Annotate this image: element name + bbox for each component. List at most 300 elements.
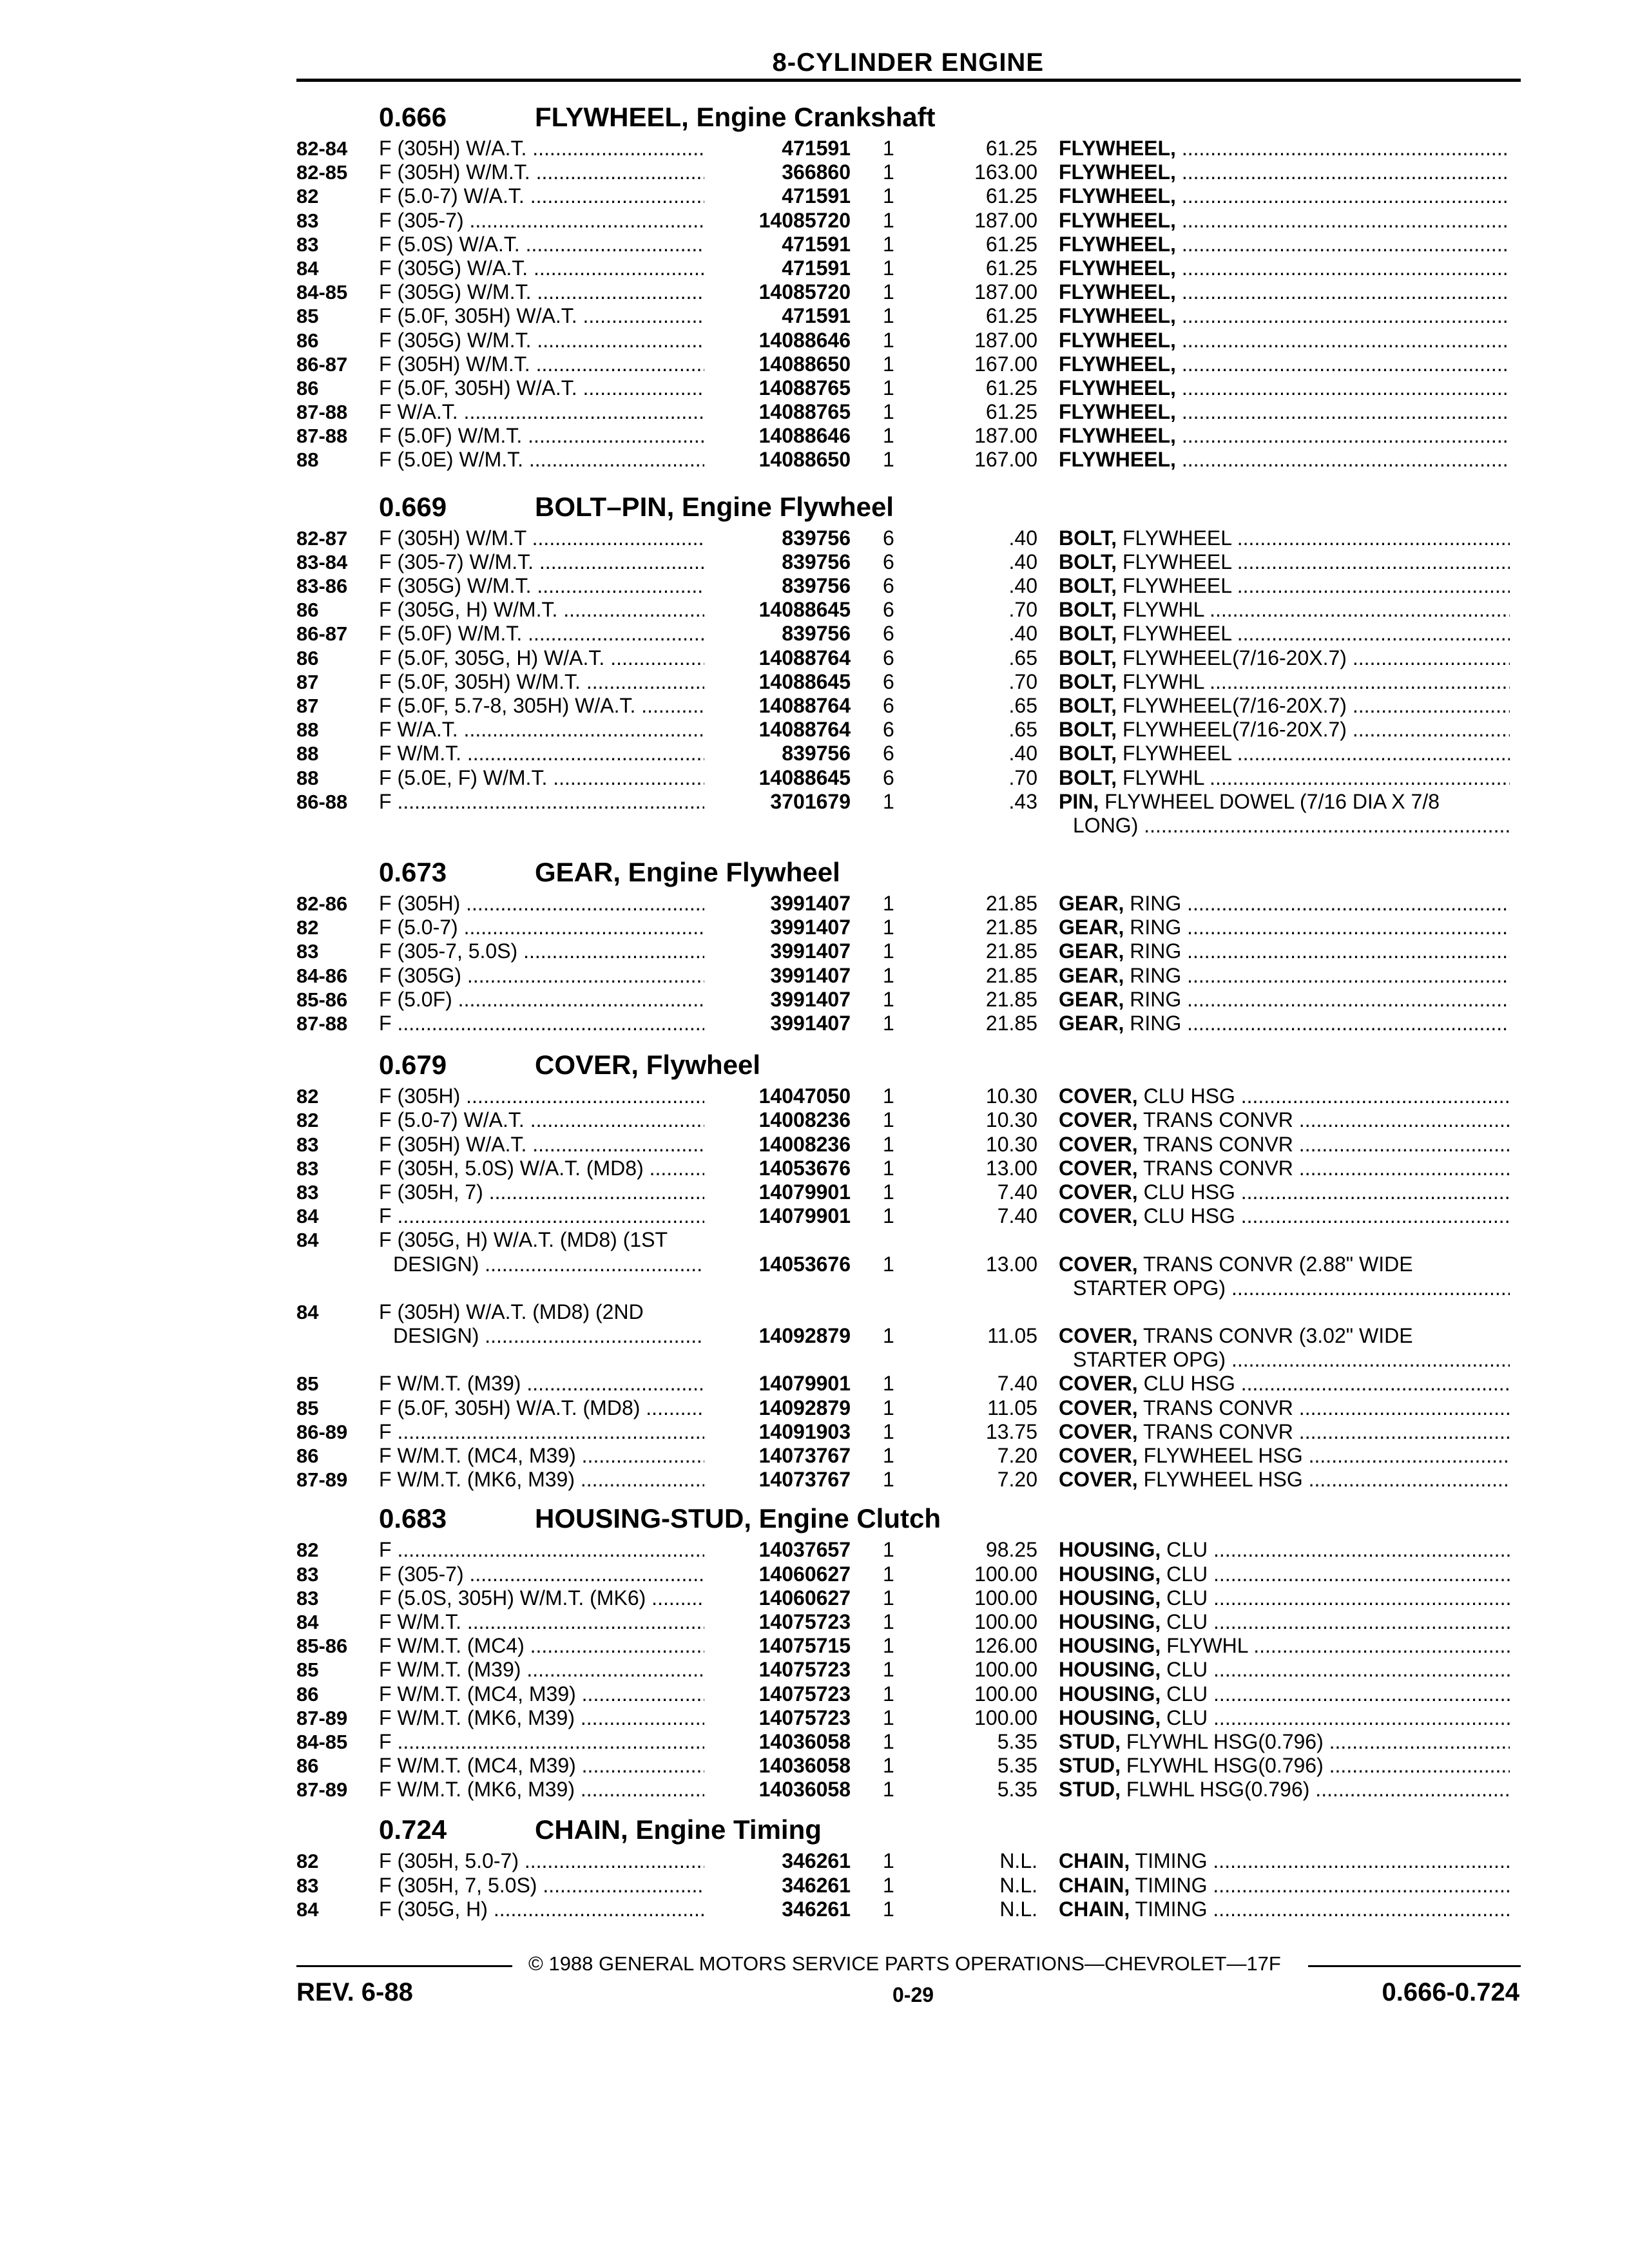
part-name-keyword: GEAR, — [1059, 892, 1124, 916]
price: .40 — [1008, 622, 1037, 646]
part-name — [1059, 598, 1510, 622]
quantity: 1 — [883, 1156, 894, 1180]
price: 5.35 — [997, 1778, 1037, 1802]
model-year: 82 — [296, 185, 319, 208]
quantity: 1 — [883, 1682, 894, 1706]
part-name-keyword: GEAR, — [1059, 987, 1124, 1011]
quantity: 1 — [883, 448, 894, 472]
model-year: 82-86 — [296, 892, 348, 916]
part-name-keyword: STUD, — [1059, 1754, 1121, 1778]
application-desc-cont: DESIGN) ..... — [379, 1324, 704, 1348]
application-desc: F W/M.T. (MC4, M39) ..... — [379, 1682, 704, 1706]
part-name-keyword: COVER, — [1059, 1252, 1138, 1276]
part-number: 14075723 — [758, 1682, 851, 1706]
part-name-keyword: HOUSING, — [1059, 1586, 1161, 1610]
quantity: 1 — [883, 1706, 894, 1729]
model-year: 82 — [296, 1539, 319, 1562]
part-number: 14088765 — [758, 376, 851, 399]
part-name — [1059, 1133, 1510, 1157]
application-desc: F (305H) W/M.T ..... — [379, 526, 704, 550]
application-desc: F W/M.T. ..... — [379, 1610, 704, 1634]
application-desc: F (305H) W/M.T. ..... — [379, 160, 704, 184]
part-name — [1059, 1634, 1510, 1658]
part-name-keyword: COVER, — [1059, 1156, 1138, 1180]
quantity: 1 — [883, 1634, 894, 1658]
part-row — [296, 766, 1521, 790]
price: 187.00 — [974, 424, 1037, 448]
model-year: 82 — [296, 1085, 319, 1108]
quantity: 1 — [883, 1849, 894, 1873]
part-name — [1059, 1180, 1510, 1204]
application-desc: F (305H) W/A.T. ..... — [379, 1133, 704, 1157]
part-number: 14088645 — [758, 669, 851, 693]
part-name-detail: FLYWHEEL DOWEL (7/16 DIA X 7/8 — [1099, 789, 1440, 813]
part-name — [1059, 790, 1510, 814]
part-name — [1059, 766, 1510, 790]
application-desc: F W/M.T. (M39) ..... — [379, 1658, 704, 1682]
part-name — [1059, 1157, 1510, 1180]
part-name — [1059, 1586, 1510, 1610]
part-name-keyword: HOUSING, — [1059, 1706, 1161, 1729]
model-year: 88 — [296, 766, 319, 789]
part-name-detail: FLYWHEEL HSG — [1137, 1468, 1303, 1492]
quantity: 6 — [883, 574, 894, 597]
part-name — [1059, 916, 1510, 939]
quantity: 1 — [883, 1658, 894, 1682]
model-year: 82-87 — [296, 526, 348, 550]
model-year: 84 — [296, 1898, 319, 1921]
page-header — [296, 48, 1521, 82]
part-row — [296, 1012, 1521, 1035]
part-name-keyword: FLYWHEEL, — [1059, 328, 1176, 352]
application-desc: F (305G, H) ..... — [379, 1898, 704, 1921]
price: 100.00 — [974, 1562, 1037, 1586]
part-name-keyword: CHAIN, — [1059, 1873, 1130, 1897]
part-name — [1059, 622, 1510, 646]
application-desc: F W/A.T. ..... — [379, 718, 704, 742]
model-year: 86 — [296, 376, 319, 399]
model-year: 84 — [296, 1610, 319, 1633]
part-name-keyword: FLYWHEEL, — [1059, 304, 1176, 328]
price: .65 — [1008, 718, 1037, 742]
part-name-keyword: PIN, — [1059, 789, 1099, 813]
part-number: 14075723 — [758, 1658, 851, 1682]
part-number: 839756 — [782, 622, 851, 646]
application-desc: F (305H) ..... — [379, 1084, 704, 1108]
part-name-keyword: FLYWHEEL, — [1059, 256, 1176, 280]
model-year: 83 — [296, 1133, 319, 1156]
part-name-keyword: BOLT, — [1059, 693, 1117, 717]
quantity: 1 — [883, 1729, 894, 1753]
part-row — [296, 916, 1521, 939]
section-number: 0.673 — [379, 857, 447, 888]
part-name-detail: RING — [1124, 963, 1182, 987]
application-desc: F (5.0-7) W/A.T. ..... — [379, 184, 704, 208]
part-row — [296, 1228, 1521, 1252]
application-desc: F (5.0F) ..... — [379, 988, 704, 1012]
part-name-keyword: STUD, — [1059, 1778, 1121, 1802]
quantity: 1 — [883, 916, 894, 939]
part-number: 14036058 — [758, 1754, 851, 1778]
part-number: 14053676 — [758, 1252, 851, 1276]
part-name-keyword: BOLT, — [1059, 765, 1117, 789]
model-year: 82-85 — [296, 161, 348, 184]
part-name — [1059, 964, 1510, 988]
part-name-keyword: HOUSING, — [1059, 1610, 1161, 1633]
part-row — [296, 598, 1521, 622]
section-header — [296, 97, 1521, 137]
part-row — [296, 280, 1521, 304]
part-name-keyword: BOLT, — [1059, 598, 1117, 622]
quantity: 1 — [883, 1396, 894, 1419]
quantity: 1 — [883, 304, 894, 328]
application-desc: F (305H, 5.0S) W/A.T. (MD8) ..... — [379, 1157, 704, 1180]
part-name — [1059, 184, 1510, 208]
application-desc: F (5.0E, F) W/M.T. ..... — [379, 766, 704, 790]
part-name-detail: FLYWHL — [1161, 1634, 1248, 1658]
part-number: 14075715 — [758, 1634, 851, 1658]
part-name-keyword: COVER, — [1059, 1204, 1138, 1228]
part-name-detail: FLYWHEEL — [1117, 574, 1231, 597]
model-year: 83 — [296, 233, 319, 256]
part-name-detail: TIMING — [1130, 1873, 1208, 1897]
part-name-keyword: COVER, — [1059, 1419, 1138, 1443]
application-desc: F W/M.T. (M39) ..... — [379, 1372, 704, 1396]
section-header — [296, 852, 1521, 892]
model-year: 87-88 — [296, 1012, 348, 1035]
part-row — [296, 1084, 1521, 1108]
part-name — [1059, 1420, 1510, 1444]
part-number: 14088650 — [758, 352, 851, 376]
part-name-detail: RING — [1124, 939, 1182, 963]
part-row-continued — [296, 1276, 1521, 1300]
part-number: 3991407 — [770, 1012, 851, 1035]
part-name-detail: FLYWHL HSG(0.796) — [1121, 1754, 1324, 1778]
part-name-keyword: CHAIN, — [1059, 1897, 1130, 1921]
part-name-keyword: FLYWHEEL, — [1059, 208, 1176, 232]
model-year: 85 — [296, 1658, 319, 1682]
section-header — [296, 1498, 1521, 1538]
part-name-cont: STARTER OPG) ..... — [1059, 1276, 1510, 1300]
footer-rule-left — [296, 1965, 512, 1967]
price: 21.85 — [985, 987, 1037, 1011]
part-name-keyword: FLYWHEEL, — [1059, 352, 1176, 376]
part-name-detail: FLYWHL HSG(0.796) — [1121, 1729, 1324, 1753]
part-number: 471591 — [782, 256, 851, 280]
part-row — [296, 670, 1521, 694]
part-row — [296, 1898, 1521, 1921]
model-year: 87-88 — [296, 425, 348, 448]
part-name-keyword: BOLT, — [1059, 574, 1117, 597]
quantity: 1 — [883, 1754, 894, 1778]
application-desc: F ..... — [379, 1012, 704, 1035]
part-name-detail: TRANS CONVR (3.02" WIDE — [1137, 1324, 1413, 1348]
model-year: 88 — [296, 718, 319, 742]
price: 11.05 — [987, 1396, 1037, 1419]
part-name-keyword: GEAR, — [1059, 1012, 1124, 1035]
part-number: 14091903 — [758, 1419, 851, 1443]
price: N.L. — [999, 1873, 1037, 1897]
revision-label: REV. 6-88 — [296, 1978, 413, 2006]
part-number: 14088645 — [758, 765, 851, 789]
part-number: 14037657 — [758, 1538, 851, 1562]
part-name — [1059, 137, 1510, 160]
part-name — [1059, 1562, 1510, 1586]
part-name — [1059, 1658, 1510, 1682]
part-name — [1059, 1204, 1510, 1228]
part-name-detail: TIMING — [1130, 1897, 1208, 1921]
part-name-keyword: STUD, — [1059, 1729, 1121, 1753]
part-name-detail: CLU HSG — [1137, 1180, 1235, 1204]
model-year: 82 — [296, 1109, 319, 1132]
part-name — [1059, 1253, 1510, 1276]
part-name — [1059, 448, 1510, 472]
part-name-detail: TRANS CONVR — [1137, 1419, 1293, 1443]
section-title: HOUSING-STUD, Engine Clutch — [535, 1503, 941, 1534]
part-name — [1059, 1682, 1510, 1706]
part-name-detail: TRANS CONVR — [1137, 1132, 1293, 1156]
catalog-section — [296, 486, 1521, 838]
application-desc: F (305H, 5.0-7) ..... — [379, 1849, 704, 1873]
part-name — [1059, 1538, 1510, 1562]
section-header — [296, 1809, 1521, 1849]
part-name-detail: FLYWHEEL(7/16-20X.7) — [1117, 693, 1347, 717]
part-name — [1059, 574, 1510, 598]
application-desc: F (5.0F, 305H) W/A.T. ..... — [379, 304, 704, 328]
price: 61.25 — [985, 256, 1037, 280]
application-desc: F W/A.T. ..... — [379, 400, 704, 424]
application-desc: F (5.0-7) W/A.T. ..... — [379, 1108, 704, 1132]
quantity: 1 — [883, 1204, 894, 1228]
part-name-keyword: COVER, — [1059, 1468, 1138, 1492]
part-name-keyword: FLYWHEEL, — [1059, 448, 1176, 472]
application-desc: F (5.0F, 305H) W/M.T. ..... — [379, 670, 704, 694]
part-number: 3991407 — [770, 892, 851, 916]
part-name — [1059, 939, 1510, 963]
quantity: 1 — [883, 1586, 894, 1610]
model-year: 85-86 — [296, 988, 348, 1011]
application-desc: F (305G, H) W/M.T. ..... — [379, 598, 704, 622]
quantity: 1 — [883, 1180, 894, 1204]
price: 187.00 — [974, 208, 1037, 232]
part-number: 839756 — [782, 550, 851, 573]
model-year: 83 — [296, 209, 319, 232]
application-desc: F (305H) ..... — [379, 892, 704, 916]
catalog-section — [296, 97, 1521, 472]
section-title: FLYWHEEL, Engine Crankshaft — [535, 102, 936, 132]
part-number: 14088764 — [758, 646, 851, 669]
part-row — [296, 1634, 1521, 1658]
application-desc: F W/M.T. (MC4, M39) ..... — [379, 1754, 704, 1778]
quantity: 6 — [883, 718, 894, 742]
part-name-detail: FLYWHEEL — [1117, 742, 1231, 765]
section-header — [296, 486, 1521, 526]
part-row — [296, 892, 1521, 916]
part-row — [296, 622, 1521, 646]
part-name-detail: CLU — [1161, 1538, 1208, 1562]
quantity: 1 — [883, 1132, 894, 1156]
application-desc: F (305H) W/M.T. ..... — [379, 352, 704, 376]
quantity: 6 — [883, 742, 894, 765]
part-number: 14079901 — [758, 1180, 851, 1204]
part-name-cont: STARTER OPG) ..... — [1059, 1348, 1510, 1372]
price: 61.25 — [985, 376, 1037, 399]
price: 187.00 — [974, 328, 1037, 352]
section-header — [296, 1044, 1521, 1084]
price: .43 — [1008, 789, 1037, 813]
part-number: 14053676 — [758, 1156, 851, 1180]
part-name-keyword: COVER, — [1059, 1396, 1138, 1419]
model-year: 88 — [296, 742, 319, 765]
section-number: 0.666 — [379, 102, 447, 132]
application-desc: F (5.0F, 5.7-8, 305H) W/A.T. ..... — [379, 694, 704, 718]
part-name-keyword: HOUSING, — [1059, 1682, 1161, 1706]
part-number: 14088650 — [758, 448, 851, 472]
section-title: COVER, Flywheel — [535, 1050, 761, 1081]
quantity: 1 — [883, 1778, 894, 1802]
quantity: 6 — [883, 622, 894, 646]
part-row — [296, 1610, 1521, 1634]
part-name — [1059, 1754, 1510, 1778]
part-name-keyword: COVER, — [1059, 1372, 1138, 1396]
part-name-keyword: GEAR, — [1059, 963, 1124, 987]
price: 21.85 — [985, 1012, 1037, 1035]
part-name-detail: CLU HSG — [1137, 1372, 1235, 1396]
price: 61.25 — [985, 232, 1037, 256]
part-name-keyword: COVER, — [1059, 1108, 1138, 1132]
quantity: 6 — [883, 646, 894, 669]
application-desc: F (5.0F) W/M.T. ..... — [379, 424, 704, 448]
price: .70 — [1008, 765, 1037, 789]
model-year: 85 — [296, 305, 319, 328]
part-number: 346261 — [782, 1897, 851, 1921]
part-number: 14060627 — [758, 1586, 851, 1610]
price: 7.20 — [997, 1468, 1037, 1492]
part-number: 14073767 — [758, 1468, 851, 1492]
quantity: 1 — [883, 256, 894, 280]
part-row — [296, 209, 1521, 233]
price: 7.40 — [997, 1372, 1037, 1396]
part-row — [296, 1682, 1521, 1706]
part-name-detail: CLU — [1161, 1658, 1208, 1682]
part-name — [1059, 160, 1510, 184]
model-year: 86-87 — [296, 352, 348, 376]
model-year: 82-84 — [296, 137, 348, 160]
price: .65 — [1008, 646, 1037, 669]
part-number: 14008236 — [758, 1132, 851, 1156]
application-desc: F (5.0E) W/M.T. ..... — [379, 448, 704, 472]
part-row — [296, 1538, 1521, 1562]
price: .65 — [1008, 693, 1037, 717]
quantity: 1 — [883, 1444, 894, 1467]
model-year: 85 — [296, 1372, 319, 1396]
part-name — [1059, 1610, 1510, 1634]
quantity: 1 — [883, 939, 894, 963]
part-name-keyword: BOLT, — [1059, 646, 1117, 669]
part-row — [296, 1754, 1521, 1778]
model-year: 86 — [296, 1754, 319, 1778]
part-name-detail: FLYWHL — [1117, 765, 1204, 789]
quantity: 1 — [883, 1252, 894, 1276]
part-name — [1059, 352, 1510, 376]
quantity: 1 — [883, 987, 894, 1011]
quantity: 1 — [883, 1897, 894, 1921]
part-name-detail: CLU — [1161, 1682, 1208, 1706]
application-desc: F (305-7) ..... — [379, 1562, 704, 1586]
price: 21.85 — [985, 939, 1037, 963]
catalog-section — [296, 1809, 1521, 1921]
part-name-detail: FLYWHEEL HSG — [1137, 1444, 1303, 1467]
part-number: 14088764 — [758, 718, 851, 742]
quantity: 1 — [883, 1084, 894, 1108]
footer-copyright: © 1988 GENERAL MOTORS SERVICE PARTS OPERATIONS—CHEVROLET—17F — [528, 1952, 1281, 1975]
price: 5.35 — [997, 1754, 1037, 1778]
part-number: 14073767 — [758, 1444, 851, 1467]
model-year: 84-85 — [296, 1730, 348, 1753]
part-name — [1059, 1849, 1510, 1873]
part-name-keyword: FLYWHEEL, — [1059, 184, 1176, 208]
part-number: 14075723 — [758, 1706, 851, 1729]
quantity: 1 — [883, 1012, 894, 1035]
part-number: 14092879 — [758, 1396, 851, 1419]
model-year: 86 — [296, 1445, 319, 1467]
quantity: 1 — [883, 232, 894, 256]
part-row — [296, 1396, 1521, 1420]
part-name-keyword: BOLT, — [1059, 669, 1117, 693]
part-name-keyword: FLYWHEEL, — [1059, 232, 1176, 256]
part-name-detail: TRANS CONVR — [1137, 1108, 1293, 1132]
model-year: 85 — [296, 1396, 319, 1419]
part-name — [1059, 550, 1510, 574]
quantity: 1 — [883, 352, 894, 376]
part-name — [1059, 1108, 1510, 1132]
part-name — [1059, 694, 1510, 718]
quantity: 6 — [883, 765, 894, 789]
part-number: 14085720 — [758, 208, 851, 232]
price: 10.30 — [985, 1084, 1037, 1108]
quantity: 1 — [883, 1372, 894, 1396]
part-number: 471591 — [782, 304, 851, 328]
section-title: CHAIN, Engine Timing — [535, 1814, 822, 1845]
part-name-detail: TRANS CONVR — [1137, 1156, 1293, 1180]
price: 13.00 — [985, 1252, 1037, 1276]
part-name — [1059, 304, 1510, 328]
price: .40 — [1008, 574, 1037, 597]
part-number: 839756 — [782, 742, 851, 765]
quantity: 1 — [883, 1419, 894, 1443]
part-name — [1059, 1396, 1510, 1420]
quantity: 1 — [883, 963, 894, 987]
part-row — [296, 1420, 1521, 1444]
part-name-detail: CLU HSG — [1137, 1084, 1235, 1108]
model-year: 87 — [296, 694, 319, 717]
part-number: 14088764 — [758, 693, 851, 717]
part-row — [296, 574, 1521, 598]
quantity: 1 — [883, 1538, 894, 1562]
price: 61.25 — [985, 184, 1037, 208]
part-row — [296, 329, 1521, 352]
price: 61.25 — [985, 400, 1037, 424]
application-desc: F (305G) W/M.T. ..... — [379, 329, 704, 352]
quantity: 1 — [883, 280, 894, 304]
catalog-section — [296, 1498, 1521, 1802]
quantity: 1 — [883, 789, 894, 813]
application-desc: F ..... — [379, 1204, 704, 1228]
quantity: 1 — [883, 328, 894, 352]
application-desc: F ..... — [379, 1420, 704, 1444]
part-number: 346261 — [782, 1873, 851, 1897]
part-name — [1059, 1468, 1510, 1492]
